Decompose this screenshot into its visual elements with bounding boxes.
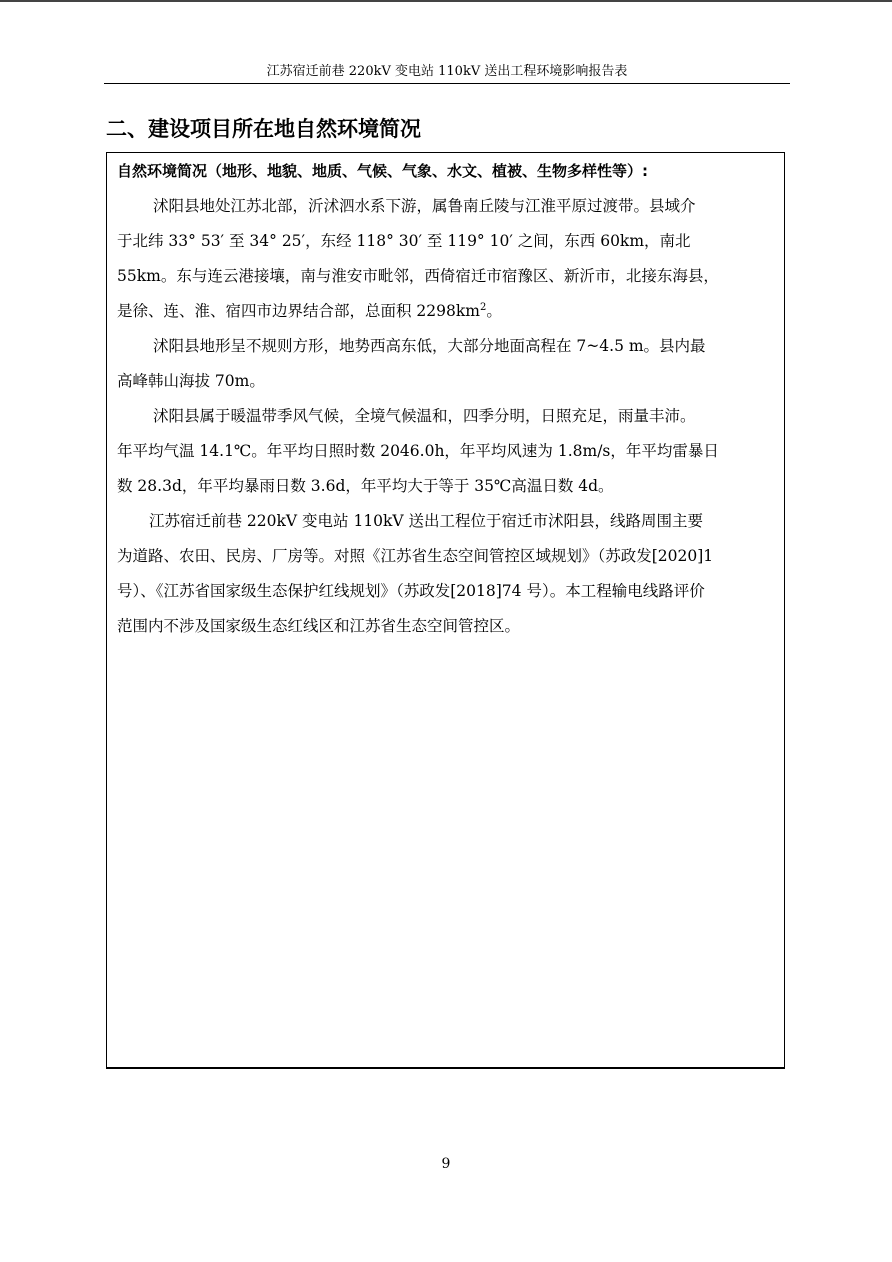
paragraph-line <box>117 294 777 329</box>
content-box <box>106 152 785 1069</box>
paragraph-line: 沭阳县地处江苏北部，沂沭泗水系下游，属鲁南丘陵与江淮平原过渡带。县域介 <box>153 197 696 215</box>
paragraph-project-location <box>117 504 777 644</box>
paragraph-line: 沭阳县地形呈不规则方形，地势西高东低，大部分地面高程在 7~4.5 m。县内最 <box>153 337 706 355</box>
paragraph-line: 55km。东与连云港接壤，南与淮安市毗邻，西倚宿迁市宿豫区、新沂市，北接东海县， <box>117 267 719 285</box>
header-rule <box>104 83 790 84</box>
paragraph-line: 年平均气温 14.1℃。年平均日照时数 2046.0h，年平均风速为 1.8m/s，年平均雷暴日 <box>117 442 719 460</box>
paragraph-line: 为道路、农田、民房、厂房等。对照《江苏省生态空间管控区域规划》（苏政发[2020]1 <box>117 547 714 565</box>
running-header: 江苏宿迁前巷 220kV 变电站 110kV 送出工程环境影响报告表 <box>266 64 628 79</box>
paragraph-line: 沭阳县属于暖温带季风气候，全境气候温和，四季分明，日照充足，雨量丰沛。 <box>153 407 696 425</box>
area-text: 是徐、连、淮、宿四市边界结合部，总面积 2298km <box>117 302 480 320</box>
paragraph-climate <box>117 399 777 504</box>
section-title: 二、建设项目所在地自然环境简况 <box>106 117 421 141</box>
page-number: 9 <box>441 1156 451 1172</box>
paragraph-line: 数 28.3d，年平均暴雨日数 3.6d，年平均大于等于 35℃高温日数 4d。 <box>117 477 614 495</box>
paragraph-line: 江苏宿迁前巷 220kV 变电站 110kV 送出工程位于宿迁市沭阳县，线路周围主要 <box>149 512 704 530</box>
paragraph-line: 高峰韩山海拔 70m。 <box>117 372 265 390</box>
paragraph-terrain <box>117 329 777 399</box>
paragraph-line: 范围内不涉及国家级生态红线区和江苏省生态空间管控区。 <box>117 617 521 635</box>
paragraph-line: 于北纬 33° 53′ 至 34° 25′，东经 118° 30′ 至 119° 10′ 之间，东西 60km，南北 <box>117 232 691 250</box>
page-top-edge <box>0 0 892 2</box>
area-superscript: 2 <box>479 301 487 313</box>
box-heading: 自然环境简况（地形、地貌、地质、气候、气象、水文、植被、生物多样性等）: <box>117 162 649 180</box>
area-period: 。 <box>486 302 502 320</box>
paragraph-line: 号）、《江苏省国家级生态保护红线规划》（苏政发[2018]74 号）。本工程输电线路评价 <box>117 582 705 600</box>
paragraph-location <box>117 189 777 329</box>
